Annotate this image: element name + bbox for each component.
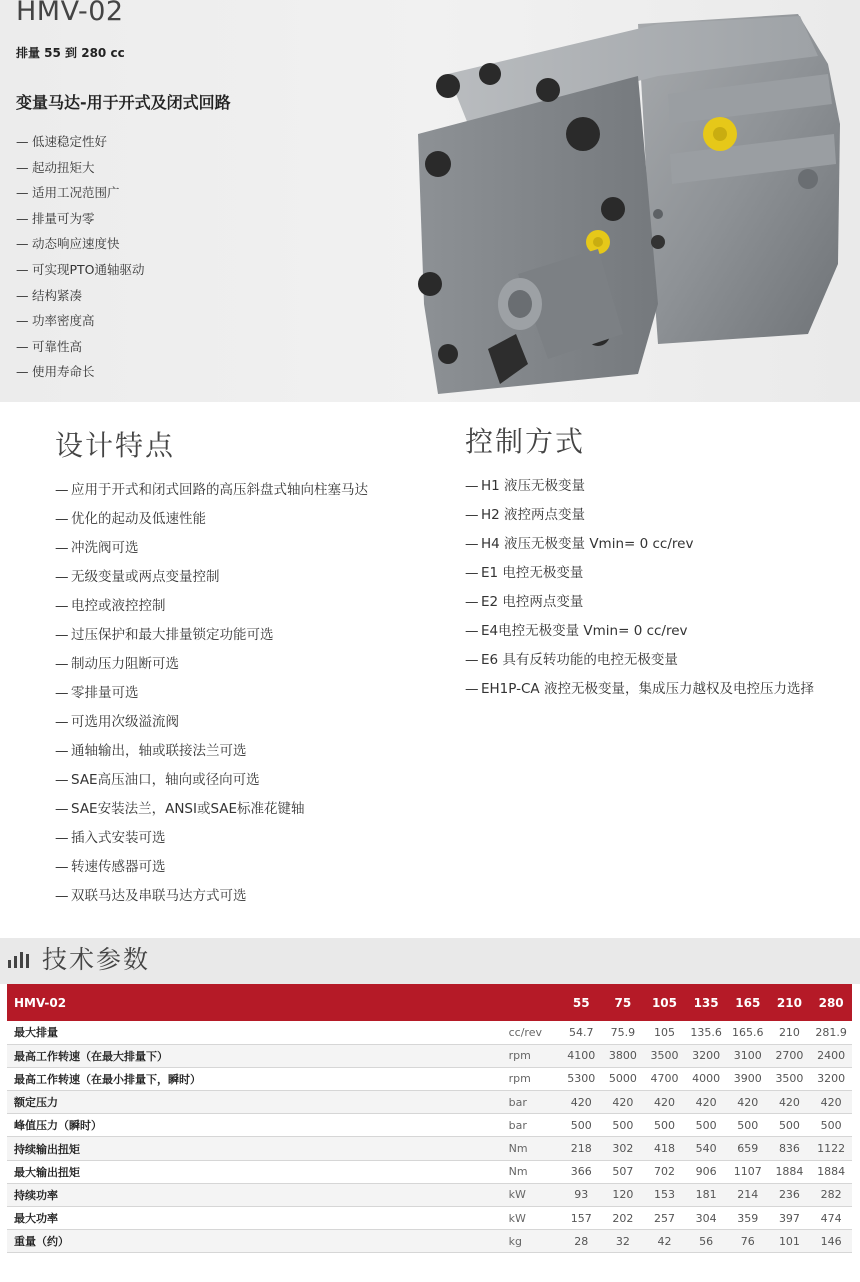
param-cell: 持续输出扭矩 <box>14 1142 80 1156</box>
list-item: — E4电控无极变量 Vmin= 0 cc/rev <box>465 623 688 639</box>
list-item: — 应用于开式和闭式回路的高压斜盘式轴向柱塞马达 <box>55 482 368 498</box>
value-cell: 304 <box>695 1211 717 1225</box>
control-methods-title: 控制方式 <box>465 425 586 458</box>
value-cell: 28 <box>574 1234 589 1248</box>
list-item: — 无级变量或两点变量控制 <box>55 569 220 585</box>
list-item: — H1 液压无极变量 <box>465 478 586 494</box>
list-item: — 动态响应速度快 <box>16 236 120 252</box>
unit-cell: kg <box>508 1234 522 1248</box>
value-cell: 500 <box>695 1118 717 1132</box>
value-cell: 54.7 <box>568 1025 594 1039</box>
param-cell: 最大排量 <box>14 1026 58 1040</box>
value-cell: 32 <box>615 1234 630 1248</box>
value-cell: 210 <box>778 1025 800 1039</box>
param-cell: 重量（约） <box>14 1235 69 1249</box>
list-item: — 制动压力阻断可选 <box>55 656 179 672</box>
value-cell: 42 <box>657 1234 672 1248</box>
value-cell: 366 <box>570 1165 592 1179</box>
size-header: 105 <box>651 995 677 1010</box>
list-item: — 可选用次级溢流阀 <box>55 714 179 730</box>
table-row <box>7 1230 852 1253</box>
value-cell: 257 <box>653 1211 675 1225</box>
value-cell: 2400 <box>817 1049 846 1063</box>
size-header: 280 <box>818 995 844 1010</box>
value-cell: 3200 <box>817 1072 846 1086</box>
list-item: — 排量可为零 <box>16 210 95 226</box>
technical-parameters-title: 技术参数 <box>42 945 151 974</box>
value-cell: 5300 <box>567 1072 596 1086</box>
value-cell: 1107 <box>733 1165 762 1179</box>
table-row <box>7 1091 852 1114</box>
value-cell: 500 <box>737 1118 759 1132</box>
control-methods-list <box>465 476 814 708</box>
product-heading: 变量马达-用于开式及闭式回路 <box>16 93 231 112</box>
value-cell: 76 <box>740 1234 755 1248</box>
value-cell: 659 <box>737 1142 759 1156</box>
value-cell: 202 <box>612 1211 634 1225</box>
value-cell: 120 <box>612 1188 634 1202</box>
value-cell: 507 <box>612 1165 634 1179</box>
size-header: 75 <box>614 995 632 1010</box>
param-cell: 额定压力 <box>14 1096 58 1110</box>
list-item: — 过压保护和最大排量锁定功能可选 <box>55 627 274 643</box>
param-cell: 最大功率 <box>14 1212 58 1226</box>
list-item: — 低速稳定性好 <box>16 134 108 149</box>
table-row <box>7 1160 852 1183</box>
table-row <box>7 1137 852 1160</box>
table-row <box>7 1044 852 1067</box>
value-cell: 165.6 <box>732 1025 764 1039</box>
value-cell: 157 <box>570 1211 592 1225</box>
size-header: 165 <box>735 995 761 1010</box>
value-cell: 420 <box>570 1095 592 1109</box>
size-header: 55 <box>572 995 590 1010</box>
value-cell: 302 <box>612 1142 634 1156</box>
list-item: — 使用寿命长 <box>16 364 95 380</box>
value-cell: 420 <box>612 1095 634 1109</box>
list-item: — 冲洗阀可选 <box>55 540 139 556</box>
model-header: HMV-02 <box>14 995 67 1010</box>
list-item: — 适用工况范围广 <box>16 185 120 201</box>
list-item: — 转速传感器可选 <box>55 859 166 875</box>
design-features-list <box>55 480 368 915</box>
value-cell: 282 <box>820 1188 842 1202</box>
value-cell: 420 <box>737 1095 759 1109</box>
design-features-title: 设计特点 <box>55 429 176 462</box>
value-cell: 1122 <box>817 1142 846 1156</box>
value-cell: 3900 <box>733 1072 762 1086</box>
value-cell: 93 <box>574 1188 589 1202</box>
value-cell: 281.9 <box>815 1025 847 1039</box>
unit-cell: bar <box>508 1118 527 1132</box>
list-item: — E2 电控两点变量 <box>465 594 584 610</box>
value-cell: 397 <box>778 1211 800 1225</box>
list-item: — 零排量可选 <box>55 685 139 701</box>
value-cell: 4700 <box>650 1072 679 1086</box>
value-cell: 218 <box>570 1142 592 1156</box>
value-cell: 540 <box>695 1142 717 1156</box>
list-item: — E1 电控无极变量 <box>465 565 584 581</box>
table-row <box>7 1183 852 1206</box>
spec-table <box>7 984 852 1253</box>
value-cell: 3500 <box>775 1072 804 1086</box>
value-cell: 4000 <box>692 1072 721 1086</box>
unit-cell: Nm <box>508 1142 528 1156</box>
value-cell: 702 <box>653 1165 675 1179</box>
value-cell: 153 <box>653 1188 675 1202</box>
table-row <box>7 1021 852 1044</box>
table-row <box>7 1067 852 1090</box>
value-cell: 418 <box>653 1142 675 1156</box>
param-cell: 持续功率 <box>14 1188 58 1202</box>
value-cell: 1884 <box>775 1165 804 1179</box>
param-cell: 峰值压力（瞬时） <box>14 1119 102 1133</box>
list-item: — 插入式安装可选 <box>55 830 166 846</box>
list-item: — H2 液控两点变量 <box>465 507 586 523</box>
list-item: — 优化的起动及低速性能 <box>55 511 206 527</box>
unit-cell: Nm <box>508 1165 528 1179</box>
list-item: — 可靠性高 <box>16 338 83 354</box>
value-cell: 3800 <box>608 1049 637 1063</box>
value-cell: 3500 <box>650 1049 679 1063</box>
value-cell: 4100 <box>567 1049 596 1063</box>
value-cell: 1884 <box>817 1165 846 1179</box>
value-cell: 420 <box>778 1095 800 1109</box>
param-cell: 最大输出扭矩 <box>14 1165 80 1179</box>
hero-bullet-list <box>16 132 145 388</box>
list-item: — SAE安装法兰，ANSI或SAE标准花键轴 <box>55 801 305 817</box>
value-cell: 3100 <box>733 1049 762 1063</box>
value-cell: 474 <box>820 1211 842 1225</box>
value-cell: 56 <box>699 1234 714 1248</box>
list-item: — E6 具有反转功能的电控无极变量 <box>465 652 678 668</box>
value-cell: 146 <box>820 1234 842 1248</box>
spec-table-wrapper <box>7 984 852 1253</box>
table-header-row <box>7 984 852 1021</box>
table-row <box>7 1207 852 1230</box>
unit-cell: kW <box>508 1188 526 1202</box>
list-item: — H4 液压无极变量 Vmin= 0 cc/rev <box>465 536 694 552</box>
table-row <box>7 1114 852 1137</box>
technical-parameters-section <box>0 938 860 1282</box>
value-cell: 420 <box>653 1095 675 1109</box>
value-cell: 500 <box>778 1118 800 1132</box>
value-cell: 500 <box>820 1118 842 1132</box>
product-hero <box>0 0 860 402</box>
size-header: 210 <box>776 995 802 1010</box>
hydraulic-motor-image <box>408 4 860 400</box>
value-cell: 906 <box>695 1165 717 1179</box>
unit-cell: rpm <box>508 1072 531 1086</box>
value-cell: 2700 <box>775 1049 804 1063</box>
bar-chart-icon <box>8 952 30 968</box>
list-item: — 通轴输出，轴或联接法兰可选 <box>55 743 247 759</box>
size-header: 135 <box>693 995 719 1010</box>
value-cell: 420 <box>820 1095 842 1109</box>
value-cell: 836 <box>778 1142 800 1156</box>
param-cell: 最高工作转速（在最大排量下） <box>14 1049 168 1063</box>
unit-cell: kW <box>508 1211 526 1225</box>
value-cell: 214 <box>737 1188 759 1202</box>
product-title: HMV-02 <box>16 0 124 27</box>
value-cell: 101 <box>778 1234 800 1248</box>
value-cell: 135.6 <box>690 1025 722 1039</box>
list-item: — 功率密度高 <box>16 313 95 329</box>
unit-cell: cc/rev <box>508 1025 542 1039</box>
product-subtitle: 排量 55 到 280 cc <box>16 46 125 60</box>
value-cell: 500 <box>653 1118 675 1132</box>
value-cell: 236 <box>778 1188 800 1202</box>
unit-cell: rpm <box>508 1049 531 1063</box>
value-cell: 500 <box>612 1118 634 1132</box>
list-item: — 起动扭矩大 <box>16 159 95 175</box>
list-item: — EH1P-CA 液控无极变量，集成压力越权及电控压力选择 <box>465 681 814 697</box>
param-cell: 最高工作转速（在最小排量下，瞬时） <box>14 1072 201 1086</box>
list-item: — SAE高压油口，轴向或径向可选 <box>55 772 260 788</box>
value-cell: 420 <box>695 1095 717 1109</box>
list-item: — 电控或液控控制 <box>55 598 166 614</box>
value-cell: 359 <box>737 1211 759 1225</box>
value-cell: 75.9 <box>610 1025 636 1039</box>
features-section <box>0 402 860 938</box>
value-cell: 500 <box>570 1118 592 1132</box>
value-cell: 3200 <box>692 1049 721 1063</box>
unit-cell: bar <box>508 1095 527 1109</box>
list-item: — 结构紧凑 <box>16 287 83 303</box>
value-cell: 181 <box>695 1188 717 1202</box>
value-cell: 105 <box>653 1025 675 1039</box>
list-item: — 可实现PTO通轴驱动 <box>16 261 145 277</box>
unit-header <box>509 984 561 1021</box>
list-item: — 双联马达及串联马达方式可选 <box>55 888 247 904</box>
value-cell: 5000 <box>608 1072 637 1086</box>
